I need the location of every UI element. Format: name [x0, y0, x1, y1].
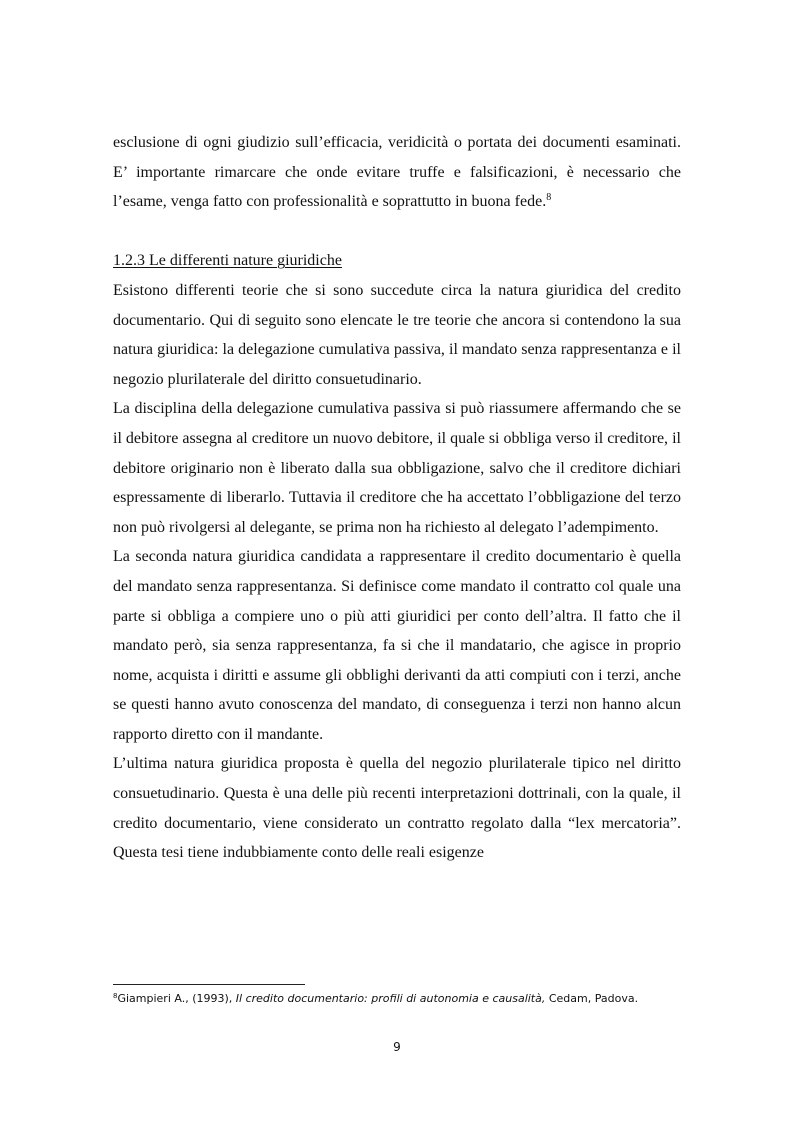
footnote-author: Giampieri A., (1993),	[117, 992, 236, 1005]
footnote-title: Il credito documentario: profili di autonomia e causalità,	[235, 992, 546, 1005]
footnote-publisher: Cedam, Padova.	[545, 992, 639, 1005]
section-heading: 1.2.3 Le differenti nature giuridiche	[113, 252, 342, 270]
footnote-marker: 8	[113, 992, 118, 1000]
footnote-reference[interactable]: 8	[546, 192, 552, 204]
paragraph: La seconda natura giuridica candidata a rappresentare il credito documentario è quella del mandato senza rappresentanza. Si definisce come mandato il contratto col quale una parte si obbliga a compiere uno o più atti giuridici per conto dell’altra. Il fatto che il mandato però, sia senza rappresentanza, fa si che il mandatario, che agisce in proprio nome, acquista i diritti e assume gli obblighi derivanti da atti compiuti con i terzi, anche se questi hanno avuto conoscenza del mandato, di conseguenza i terzi non hanno alcun rapporto diretto con il mandante.	[113, 548, 681, 743]
paragraph: L’ultima natura giuridica proposta è quella del negozio plurilaterale tipico nel diritto consuetudinario. Questa è una delle più recenti interpretazioni dottrinali, con la quale, il credito documentario, viene considerato un contratto regolato dalla “lex mercatoria”. Questa tesi tiene indubbiamente conto delle reali esigenze	[113, 755, 681, 862]
paragraph: Esistono differenti teorie che si sono succedute circa la natura giuridica del credito documentario. Qui di seguito sono elencate le tre teorie che ancora si contendono la sua natura giuridica: la delegazione cumulativa passiva, il mandato senza rappresentanza e il negozio plurilaterale del diritto consuetudinario.	[113, 281, 681, 388]
footnote-separator	[113, 984, 305, 985]
paragraph: esclusione di ogni giudizio sull’efficacia, veridicità o portata dei documenti esaminati. E’ importante rimarcare che onde evitare truffe e falsificazioni, è necessario che l’esame, venga fatto con professionalità e soprattutto in buona fede.$^8$	[113, 134, 681, 211]
paragraph-gap	[113, 217, 681, 247]
footnote	[113, 991, 713, 1007]
paragraph: La disciplina della delegazione cumulativa passiva si può riassumere affermando che se il debitore assegna al creditore un nuovo debitore, il quale si obbliga verso il creditore, il debitore originario non è liberato dalla sua obbligazione, salvo che il creditore dichiari espressamente di liberarlo. Tuttavia il creditore che ha accettato l’obbligazione del terzo non può rivolgersi al delegante, se prima non ha richiesto al delegato l’adempimento.	[113, 400, 681, 536]
body-text	[113, 128, 681, 868]
page-number: 9	[393, 1040, 401, 1054]
